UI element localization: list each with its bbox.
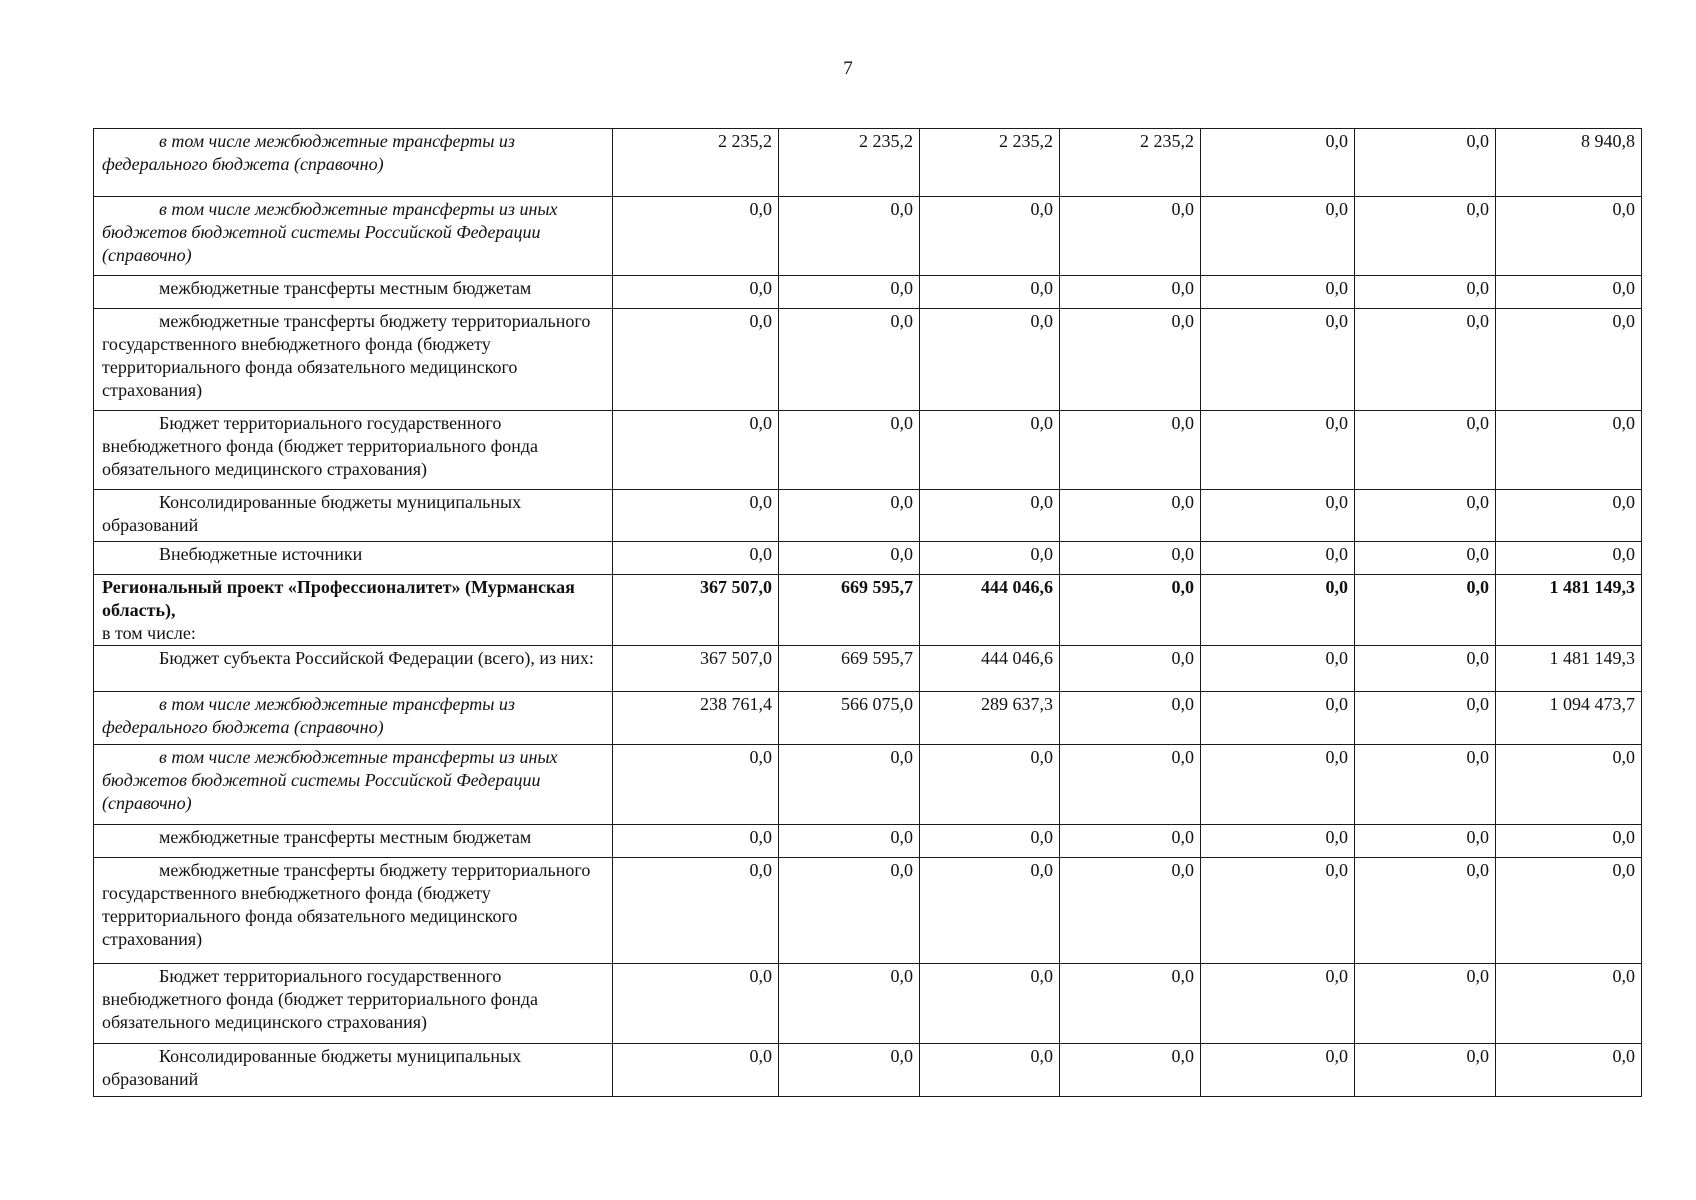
value-cell: 0,0 [1060, 309, 1201, 411]
row-label-cell [94, 858, 613, 964]
value-cell: 0,0 [1355, 411, 1496, 490]
row-label: межбюджетные трансферты бюджету территориального государственного внебюджетного фонда (бюджету территориального фонда обязательного медицинского страхования) [102, 860, 591, 949]
value-cell: 0,0 [920, 825, 1060, 858]
value-cell: 367 507,0 [613, 575, 779, 646]
value-cell: 0,0 [1201, 309, 1355, 411]
value-cell: 0,0 [1496, 542, 1642, 575]
value-cell: 0,0 [779, 197, 920, 276]
value-cell: 444 046,6 [920, 575, 1060, 646]
value-cell: 0,0 [1355, 964, 1496, 1044]
value-cell: 0,0 [1355, 692, 1496, 745]
table-row [94, 129, 1642, 197]
value-cell: 0,0 [1060, 411, 1201, 490]
value-cell: 0,0 [1355, 309, 1496, 411]
row-label-cell [94, 964, 613, 1044]
table-body [94, 129, 1642, 1097]
value-cell: 0,0 [779, 411, 920, 490]
value-cell: 0,0 [1060, 276, 1201, 309]
value-cell: 0,0 [1496, 490, 1642, 542]
value-cell: 8 940,8 [1496, 129, 1642, 197]
value-cell: 0,0 [1201, 542, 1355, 575]
table-row [94, 490, 1642, 542]
row-label: Региональный проект «Профессионалитет» (Мурманская область), [102, 577, 575, 620]
value-cell: 2 235,2 [1060, 129, 1201, 197]
row-label: Консолидированные бюджеты муниципальных образований [102, 1046, 522, 1089]
value-cell: 0,0 [1060, 745, 1201, 825]
row-label: в том числе межбюджетные трансферты из федерального бюджета (справочно) [102, 694, 515, 737]
value-cell: 0,0 [779, 1044, 920, 1097]
row-label: в том числе межбюджетные трансферты из иных бюджетов бюджетной системы Российской Федерации (справочно) [102, 747, 558, 813]
value-cell: 0,0 [1496, 964, 1642, 1044]
value-cell: 0,0 [613, 745, 779, 825]
value-cell: 1 481 149,3 [1496, 575, 1642, 646]
row-label-cell [94, 276, 613, 309]
value-cell: 0,0 [920, 745, 1060, 825]
value-cell: 0,0 [779, 964, 920, 1044]
value-cell: 0,0 [1060, 692, 1201, 745]
value-cell: 0,0 [1060, 1044, 1201, 1097]
value-cell: 0,0 [1060, 575, 1201, 646]
value-cell: 0,0 [1355, 197, 1496, 276]
row-label: межбюджетные трансферты бюджету территориального государственного внебюджетного фонда (бюджету территориального фонда обязательного медицинского страхования) [102, 311, 591, 400]
value-cell: 0,0 [1355, 745, 1496, 825]
value-cell: 0,0 [1355, 575, 1496, 646]
row-label-cell [94, 542, 613, 575]
value-cell: 0,0 [613, 490, 779, 542]
table-row [94, 542, 1642, 575]
page-number: 7 [843, 58, 853, 79]
value-cell: 0,0 [1355, 646, 1496, 692]
table-row [94, 825, 1642, 858]
value-cell: 0,0 [1060, 964, 1201, 1044]
value-cell: 0,0 [1060, 858, 1201, 964]
value-cell: 0,0 [779, 745, 920, 825]
value-cell: 0,0 [1060, 197, 1201, 276]
row-label-cell [94, 646, 613, 692]
value-cell: 444 046,6 [920, 646, 1060, 692]
value-cell: 0,0 [779, 542, 920, 575]
value-cell: 0,0 [920, 411, 1060, 490]
table-row [94, 692, 1642, 745]
value-cell: 0,0 [1201, 490, 1355, 542]
value-cell: 0,0 [613, 411, 779, 490]
value-cell: 0,0 [613, 276, 779, 309]
row-label: Бюджет территориального государственного внебюджетного фонда (бюджет территориального фонда обязательного медицинского страхования) [102, 966, 539, 1032]
value-cell: 0,0 [920, 542, 1060, 575]
value-cell: 0,0 [613, 197, 779, 276]
table-row [94, 1044, 1642, 1097]
value-cell: 0,0 [1496, 825, 1642, 858]
value-cell: 1 481 149,3 [1496, 646, 1642, 692]
value-cell: 0,0 [920, 276, 1060, 309]
value-cell: 0,0 [920, 858, 1060, 964]
row-label-suffix: в том числе: [102, 623, 196, 643]
row-label-cell [94, 129, 613, 197]
value-cell: 0,0 [1060, 490, 1201, 542]
table-row [94, 858, 1642, 964]
value-cell: 0,0 [1355, 825, 1496, 858]
value-cell: 0,0 [779, 276, 920, 309]
value-cell: 367 507,0 [613, 646, 779, 692]
value-cell: 0,0 [613, 858, 779, 964]
value-cell: 0,0 [1355, 542, 1496, 575]
value-cell: 289 637,3 [920, 692, 1060, 745]
value-cell: 0,0 [613, 542, 779, 575]
value-cell: 0,0 [920, 1044, 1060, 1097]
value-cell: 566 075,0 [779, 692, 920, 745]
value-cell: 0,0 [1201, 129, 1355, 197]
table-row [94, 411, 1642, 490]
value-cell: 0,0 [1496, 276, 1642, 309]
row-label: в том числе межбюджетные трансферты из иных бюджетов бюджетной системы Российской Федерации (справочно) [102, 199, 558, 265]
value-cell: 0,0 [1060, 542, 1201, 575]
value-cell: 0,0 [1355, 276, 1496, 309]
row-label-cell [94, 411, 613, 490]
value-cell: 0,0 [779, 309, 920, 411]
value-cell: 0,0 [1355, 1044, 1496, 1097]
value-cell: 0,0 [1496, 197, 1642, 276]
row-label: Внебюджетные источники [159, 544, 363, 564]
table-row [94, 964, 1642, 1044]
value-cell: 0,0 [1355, 129, 1496, 197]
value-cell: 0,0 [1060, 825, 1201, 858]
table-row [94, 309, 1642, 411]
value-cell: 0,0 [920, 197, 1060, 276]
value-cell: 0,0 [1201, 411, 1355, 490]
table-row [94, 575, 1642, 646]
value-cell: 0,0 [1496, 1044, 1642, 1097]
value-cell: 669 595,7 [779, 646, 920, 692]
row-label: межбюджетные трансферты местным бюджетам [159, 278, 532, 298]
value-cell: 2 235,2 [779, 129, 920, 197]
value-cell: 669 595,7 [779, 575, 920, 646]
value-cell: 0,0 [613, 825, 779, 858]
row-label-cell [94, 825, 613, 858]
value-cell: 2 235,2 [613, 129, 779, 197]
table-row [94, 276, 1642, 309]
value-cell: 0,0 [613, 309, 779, 411]
value-cell: 0,0 [1201, 692, 1355, 745]
value-cell: 0,0 [1355, 490, 1496, 542]
value-cell: 0,0 [1496, 411, 1642, 490]
value-cell: 0,0 [1496, 858, 1642, 964]
value-cell: 0,0 [920, 490, 1060, 542]
value-cell: 0,0 [1201, 745, 1355, 825]
row-label: Бюджет субъекта Российской Федерации (всего), из них: [159, 648, 594, 668]
value-cell: 0,0 [1201, 646, 1355, 692]
row-label-cell [94, 309, 613, 411]
row-label-cell [94, 745, 613, 825]
value-cell: 0,0 [1201, 575, 1355, 646]
value-cell: 0,0 [1201, 197, 1355, 276]
value-cell: 0,0 [1201, 825, 1355, 858]
value-cell: 0,0 [1201, 964, 1355, 1044]
value-cell: 238 761,4 [613, 692, 779, 745]
row-label: Консолидированные бюджеты муниципальных образований [102, 492, 522, 535]
value-cell: 0,0 [1496, 745, 1642, 825]
row-label: Бюджет территориального государственного внебюджетного фонда (бюджет территориального фонда обязательного медицинского страхования) [102, 413, 539, 479]
value-cell: 1 094 473,7 [1496, 692, 1642, 745]
row-label-cell [94, 575, 613, 646]
row-label-cell [94, 692, 613, 745]
value-cell: 0,0 [779, 858, 920, 964]
row-label-cell [94, 197, 613, 276]
value-cell: 0,0 [920, 964, 1060, 1044]
table-row [94, 197, 1642, 276]
value-cell: 0,0 [920, 309, 1060, 411]
value-cell: 0,0 [1060, 646, 1201, 692]
table-row [94, 745, 1642, 825]
row-label-cell [94, 490, 613, 542]
value-cell: 0,0 [779, 490, 920, 542]
budget-table [93, 128, 1642, 1097]
value-cell: 0,0 [1201, 276, 1355, 309]
value-cell: 0,0 [1201, 858, 1355, 964]
value-cell: 0,0 [613, 964, 779, 1044]
value-cell: 0,0 [613, 1044, 779, 1097]
value-cell: 2 235,2 [920, 129, 1060, 197]
row-label-cell [94, 1044, 613, 1097]
value-cell: 0,0 [1496, 309, 1642, 411]
table-row [94, 646, 1642, 692]
value-cell: 0,0 [1201, 1044, 1355, 1097]
value-cell: 0,0 [779, 825, 920, 858]
value-cell: 0,0 [1355, 858, 1496, 964]
row-label: в том числе межбюджетные трансферты из федерального бюджета (справочно) [102, 131, 515, 174]
row-label: межбюджетные трансферты местным бюджетам [159, 827, 532, 847]
